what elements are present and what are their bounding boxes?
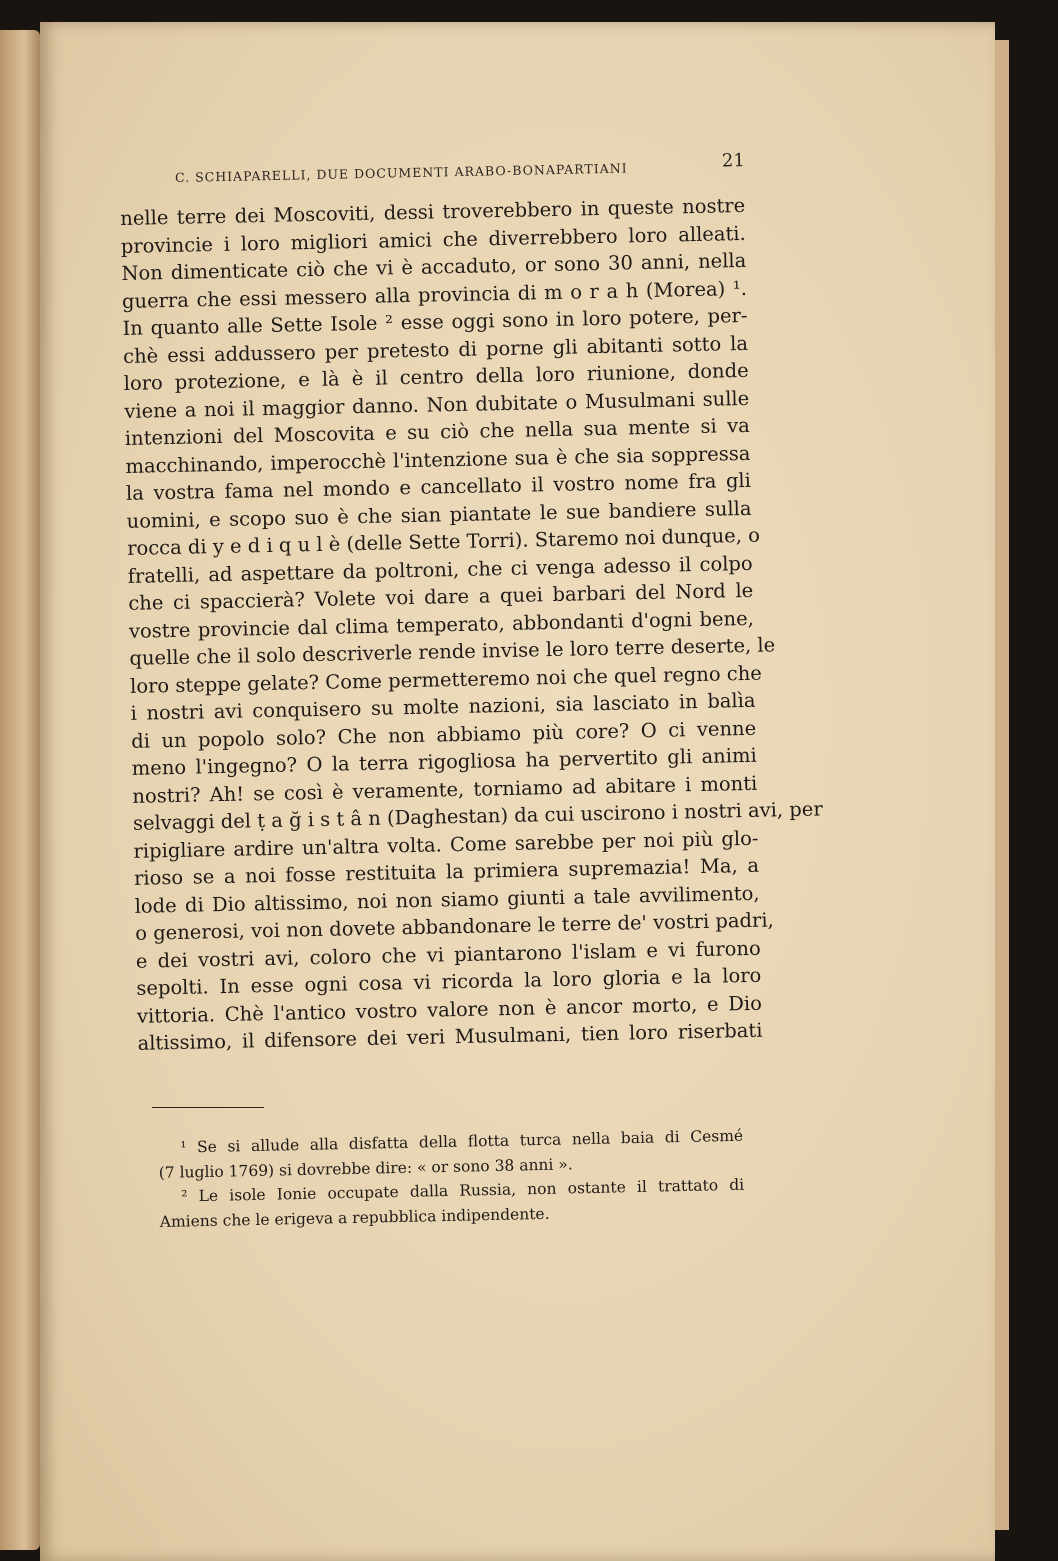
text-line: chè essi addussero per pretesto di porne gli abitanti sotto la <box>122 331 749 368</box>
footnote-rule <box>152 1107 264 1108</box>
text-line: i nostri avi conquisero su molte nazioni, sia lasciato in balìa <box>130 688 756 725</box>
text-line: nostri? Ah! se così è veramente, torniamo ad abitare i monti <box>132 771 758 808</box>
text-line: selvaggi del ṭ a ğ i s t â n (Daghestan) da cui uscirono i nostri avi, per <box>132 797 823 835</box>
text-line: nelle terre dei Moscoviti, dessi troverebbero in queste nostre <box>120 193 746 230</box>
footnote-2-line: Amiens che le erigeva a repubblica indipendente. <box>159 1204 550 1231</box>
footnote-1-line: (7 luglio 1769) si dovrebbe dire: « or sono 38 anni ». <box>158 1154 573 1182</box>
text-line: sepolti. In esse ogni cosa vi ricorda la loro gloria e la loro <box>136 963 762 1000</box>
text-line: intenzioni del Moscovita e su ciò che nella sua mente si va <box>124 413 750 450</box>
text-line: la vostra fama nel mondo e cancellato il vostro nome fra gli <box>125 468 752 505</box>
footnote-2-line: ² Le isole Ionie occupate dalla Russia, non ostante il trattato di <box>181 1175 745 1206</box>
text-line: vostre provincie dal clima temperato, abbondanti d'ogni bene, <box>128 606 755 643</box>
text-line: e dei vostri avi, coloro che vi piantarono l'islam e vi furono <box>135 936 761 973</box>
running-head: C. SCHIAPARELLI, DUE DOCUMENTI ARABO-BONAPARTIANI <box>174 160 628 185</box>
text-line: provincie i loro migliori amici che diverrebbero loro alleati. <box>120 221 746 258</box>
page-number: 21 <box>721 150 746 172</box>
body-text <box>120 192 823 1057</box>
text-line: meno l'ingegno? O la terra rigogliosa ha pervertito gli animi <box>131 743 757 780</box>
text-line: loro steppe gelate? Come permetteremo noi che quel regno che <box>129 661 763 698</box>
text-line: uomini, e scopo suo è che sian piantate le sue bandiere sulla <box>126 496 752 533</box>
text-line: viene a noi il maggior danno. Non dubitate o Musulmani sulle <box>124 386 750 423</box>
right-page-edge <box>995 40 1009 1530</box>
left-page-edge <box>0 30 40 1550</box>
text-line: loro protezione, e là è il centro della loro riunione, donde <box>123 358 749 395</box>
text-line: guerra che essi messero alla provincia di m o r a h (Morea) ¹. <box>121 276 748 313</box>
text-line: Non dimenticate ciò che vi è accaduto, or sono 30 anni, nella <box>121 248 747 285</box>
text-line: macchinando, imperocchè l'intenzione sua è che sia soppressa <box>125 441 751 478</box>
text-line: vittoria. Chè l'antico vostro valore non è ancor morto, e Dio <box>136 991 763 1028</box>
footnotes <box>158 1124 745 1234</box>
text-line: lode di Dio altissimo, noi non siamo giunti a tale avvilimento, <box>134 881 760 918</box>
text-line: ripigliare ardire un'altra volta. Come sarebbe per noi più glo- <box>133 826 759 863</box>
text-line: In quanto alle Sette Isole ² esse oggi sono in loro potere, per- <box>122 303 748 340</box>
text-line: rocca di y e d i q u l è (delle Sette Torri). Staremo noi dunque, o <box>126 523 761 560</box>
text-line: rioso se a noi fosse restituita la primiera supremazia! Ma, a <box>133 853 760 890</box>
text-line: fratelli, ad aspettare da poltroni, che ci venga adesso il colpo <box>127 551 753 588</box>
footnote-1-line: ¹ Se si allude alla disfatta della flotta turca nella baia di Cesmé <box>180 1126 744 1157</box>
text-line: altissimo, il difensore dei veri Musulmani, tien loro riserbati <box>137 1018 763 1055</box>
text-line: di un popolo solo? Che non abbiamo più core? O ci venne <box>130 716 757 753</box>
text-line: o generosi, voi non dovete abbandonare le terre de' vostri padri, <box>135 908 774 945</box>
text-line: che ci spaccierà? Volete voi dare a quei barbari del Nord le <box>128 578 754 615</box>
text-line: quelle che il solo descriverle rende invise le loro terre deserte, le <box>129 633 776 670</box>
